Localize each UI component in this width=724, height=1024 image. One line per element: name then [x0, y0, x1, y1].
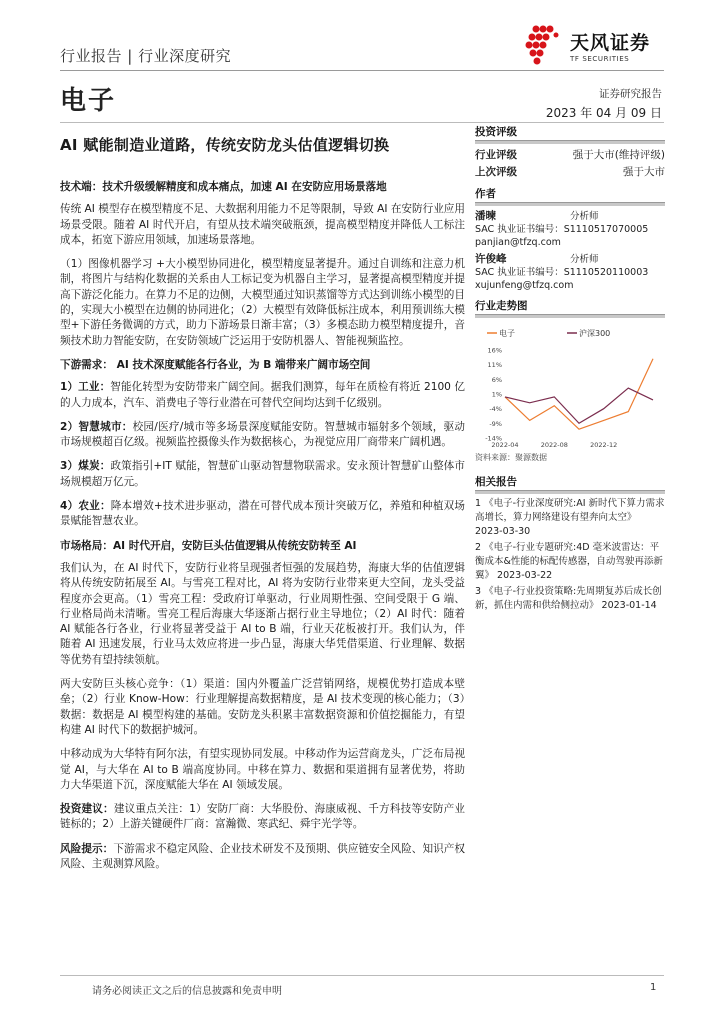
related-section	[475, 474, 665, 613]
section-bar	[475, 491, 665, 494]
report-date: 2023 年 04 月 09 日	[545, 106, 662, 120]
rating-value: 强于大市(维持评级)	[572, 149, 665, 161]
body-paragraph: （1）图像机器学习 +大小模型协同进化，模型精度显著提升。通过自训练和注意力机制，将图片与结构化数据的关系由人工标记变为机器自主学习，显著提高模型精度并提高下游泛化能力。在算力不足的边侧，大模型通过知识蒸馏等方式达到训练小模型的目的，实现大小模型在边侧的协同进化；（2）大模型有效降低标注成本，利用预训练大模型+下游任务微调的方式，助力下游场景日渐丰富；（3）多模态助力模型精度提升，音频技术助力智能安防，在安防领域广泛运用于安防机器人、智能视频监控。	[60, 258, 465, 347]
related-item[interactable]: 3 《电子-行业投资策略:先周期复苏后成长创新，抓住内需和供给侧拉动》 2023-01-14	[475, 586, 662, 611]
section-heading: 市场格局：AI 时代开启，安防巨头估值逻辑从传统安防转至 AI	[60, 539, 357, 552]
body-paragraph: 传统 AI 模型存在模型精度不足、大数据利用能力不足等限制，导致 AI 在安防行业应用场景受限。随着 AI 时代开启，有望从技术端突破瓶颈，提高模型精度并降低人工标注成本，拓宽下游应用领域，加速场景落地。	[60, 203, 465, 246]
y-tick-label: -14%	[485, 434, 502, 443]
title-divider	[60, 122, 664, 123]
rating-value: 强于大市	[623, 166, 665, 178]
rating-key: 上次评级	[475, 166, 517, 178]
y-tick-label: -9%	[489, 419, 502, 428]
rating-row	[475, 164, 665, 181]
header-divider	[60, 70, 664, 71]
logo-text: 天风证券	[570, 32, 651, 54]
paragraph-text: 下游需求不稳定风险、企业技术研发不及预期、供应链安全风险、知识产权风险、主观测算风险。	[60, 842, 466, 870]
analyst-cert: SAC 执业证书编号：S1110517070005	[475, 224, 649, 235]
trend-section-title: 行业走势图	[475, 298, 665, 315]
analyst-name: 潘暕	[475, 210, 496, 222]
legend-label-electronics: 电子	[499, 329, 515, 338]
footer-disclaimer: 请务必阅读正文之后的信息披露和免责申明	[92, 986, 282, 997]
section-bar	[475, 203, 665, 206]
paragraph-lead: 3）煤炭：	[60, 460, 111, 473]
analyst-card	[475, 253, 665, 292]
logo-subtext: TF SECURITIES	[570, 55, 630, 63]
rating-section-title: 投资评级	[475, 124, 665, 141]
company-logo	[522, 22, 672, 72]
analyst-card	[475, 210, 665, 249]
related-item[interactable]: 1 《电子-行业深度研究:AI 新时代下算力需求高增长，算力网络建设有望奔向太空》 2023-03-30	[475, 498, 665, 537]
y-tick-label: 11%	[487, 361, 502, 370]
paragraph-text: 智能化转型为安防带来广阔空间。据我们测算，每年在质检有将近 2100 亿的人力成本，汽车、消费电子等行业潜在可替代空间均达到千亿级别。	[60, 381, 465, 409]
report-title: AI 赋能制造业道路，传统安防龙头估值逻辑切换	[60, 136, 390, 154]
y-tick-label: 1%	[491, 390, 502, 399]
analyst-cert: SAC 执业证书编号：S1110520110003	[475, 267, 649, 278]
rating-row	[475, 147, 665, 164]
main-body	[60, 180, 465, 881]
body-paragraph	[60, 459, 465, 490]
body-paragraph	[60, 380, 465, 411]
industry-title: 电子	[60, 86, 117, 116]
paragraph-text: 降本增效+技术进步驱动，潜在可替代成本预计突破万亿，养殖和种植双场景赋能智慧农业。	[60, 500, 466, 528]
paragraph-text: 政策指引+IT 赋能，智慧矿山驱动智慧物联需求。安永预计智慧矿山整体市场规模超万亿元。	[60, 460, 466, 488]
x-tick-label: 2022-04	[491, 441, 519, 449]
analyst-email[interactable]: xujunfeng@tfzq.com	[475, 280, 574, 291]
related-item[interactable]: 2 《电子-行业专题研究:4D 毫米波雷达：平衡成本&性能的标配传感器，自动驾驶再添新翼》 2023-03-22	[475, 542, 663, 581]
paragraph-lead: 投资建议：	[60, 803, 114, 816]
page-number: 1	[650, 982, 657, 993]
section-heading: 下游需求： AI 技术深度赋能各行各业，为 B 端带来广阔市场空间	[60, 358, 371, 371]
body-paragraph: 我们认为，在 AI 时代下，安防行业将呈现强者恒强的发展趋势，海康大华的估值逻辑将从传统安防拓展至 AI。与雪亮工程对比，AI 将为安防行业带来更大空间，龙头受益程度亦会更高。（1）雪亮工程：受政府订单驱动，行业周期性强、空间受限于 G 端、行业格局尚未清晰。雪亮工程后海康大华逐渐占据行业主导地位；（2）AI 时代：随着 AI 赋能各行各业，行业将显著受益于 AI to B 端，行业天花板被打开。我们认为，伴随着 AI 迅速发展，行业马太效应将进一步凸显，海康大华凭借渠道、行业理解、数据等优势有望持续领航。	[60, 561, 465, 666]
section-bar	[475, 315, 665, 318]
y-tick-label: -4%	[489, 405, 502, 414]
body-paragraph: 中移动成为大华特有阿尔法，有望实现协同发展。中移动作为运营商龙头，广泛布局视觉 AI，与大华在 AI to B 端高度协同。中移在算力、数据和渠道拥有显著优势，将助力大华渠道下沉，深度赋能大华在 AI 领域发展。	[60, 748, 465, 791]
legend-label-hs300: 沪深300	[579, 329, 611, 338]
body-paragraph: 两大安防巨头核心竞争：（1）渠道：国内外覆盖广泛营销网络，规模优势打造成本壁垒；（2）行业 Know-How：行业理解提高数据精度，是 AI 技术变现的核心能力；（3）数据：数据是 AI 模型构建的基础。安防龙头积累丰富数据资源和价值挖掘能力，有望构建 AI 时代下的数据护城河。	[60, 678, 465, 736]
logo-mark-icon	[522, 22, 566, 66]
report-type: 行业报告 | 行业深度研究	[60, 47, 232, 65]
y-tick-label: 16%	[487, 346, 502, 355]
analyst-email[interactable]: panjian@tfzq.com	[475, 237, 561, 248]
series-line-electronics	[505, 359, 653, 429]
trend-chart	[475, 320, 665, 450]
paragraph-lead: 2）智慧城市：	[60, 420, 133, 433]
body-paragraph	[60, 802, 465, 833]
body-paragraph	[60, 842, 465, 873]
rating-section	[475, 124, 665, 181]
paragraph-lead: 4）农业：	[60, 500, 111, 513]
authors-section	[475, 186, 665, 292]
section-bar	[475, 141, 665, 144]
paragraph-text: 建议重点关注：1）安防厂商：大华股份、海康威视、千方科技等安防产业链标的；2）上游关键硬件厂商：富瀚微、寒武纪、舜宇光学等。	[60, 803, 465, 831]
footer-divider	[60, 975, 664, 976]
y-tick-label: 6%	[491, 375, 502, 384]
x-tick-label: 2022-08	[540, 441, 568, 449]
analyst-role: 分析师	[570, 254, 599, 265]
paragraph-lead: 1）工业：	[60, 381, 111, 394]
authors-section-title: 作者	[475, 186, 665, 203]
section-heading: 技术端：技术升级缓解精度和成本痛点，加速 AI 在安防应用场景落地	[60, 181, 387, 193]
report-label: 证券研究报告	[599, 88, 662, 100]
paragraph-text: 校园/医疗/城市等多场景深度赋能安防。智慧城市辐射多个领域，驱动市场规模超百亿级。视频监控摄像头作为数据核心，为视觉应用厂商带来广阔机遇。	[60, 420, 466, 449]
trend-section	[475, 298, 665, 463]
analyst-name: 许俊峰	[475, 253, 507, 265]
related-section-title: 相关报告	[475, 474, 665, 491]
rating-key: 行业评级	[475, 149, 517, 161]
body-paragraph	[60, 499, 465, 530]
analyst-role: 分析师	[570, 211, 599, 222]
body-paragraph	[60, 420, 465, 451]
x-tick-label: 2022-12	[590, 441, 618, 449]
paragraph-lead: 风险提示：	[60, 842, 114, 855]
chart-source: 资料来源：聚源数据	[475, 453, 547, 462]
